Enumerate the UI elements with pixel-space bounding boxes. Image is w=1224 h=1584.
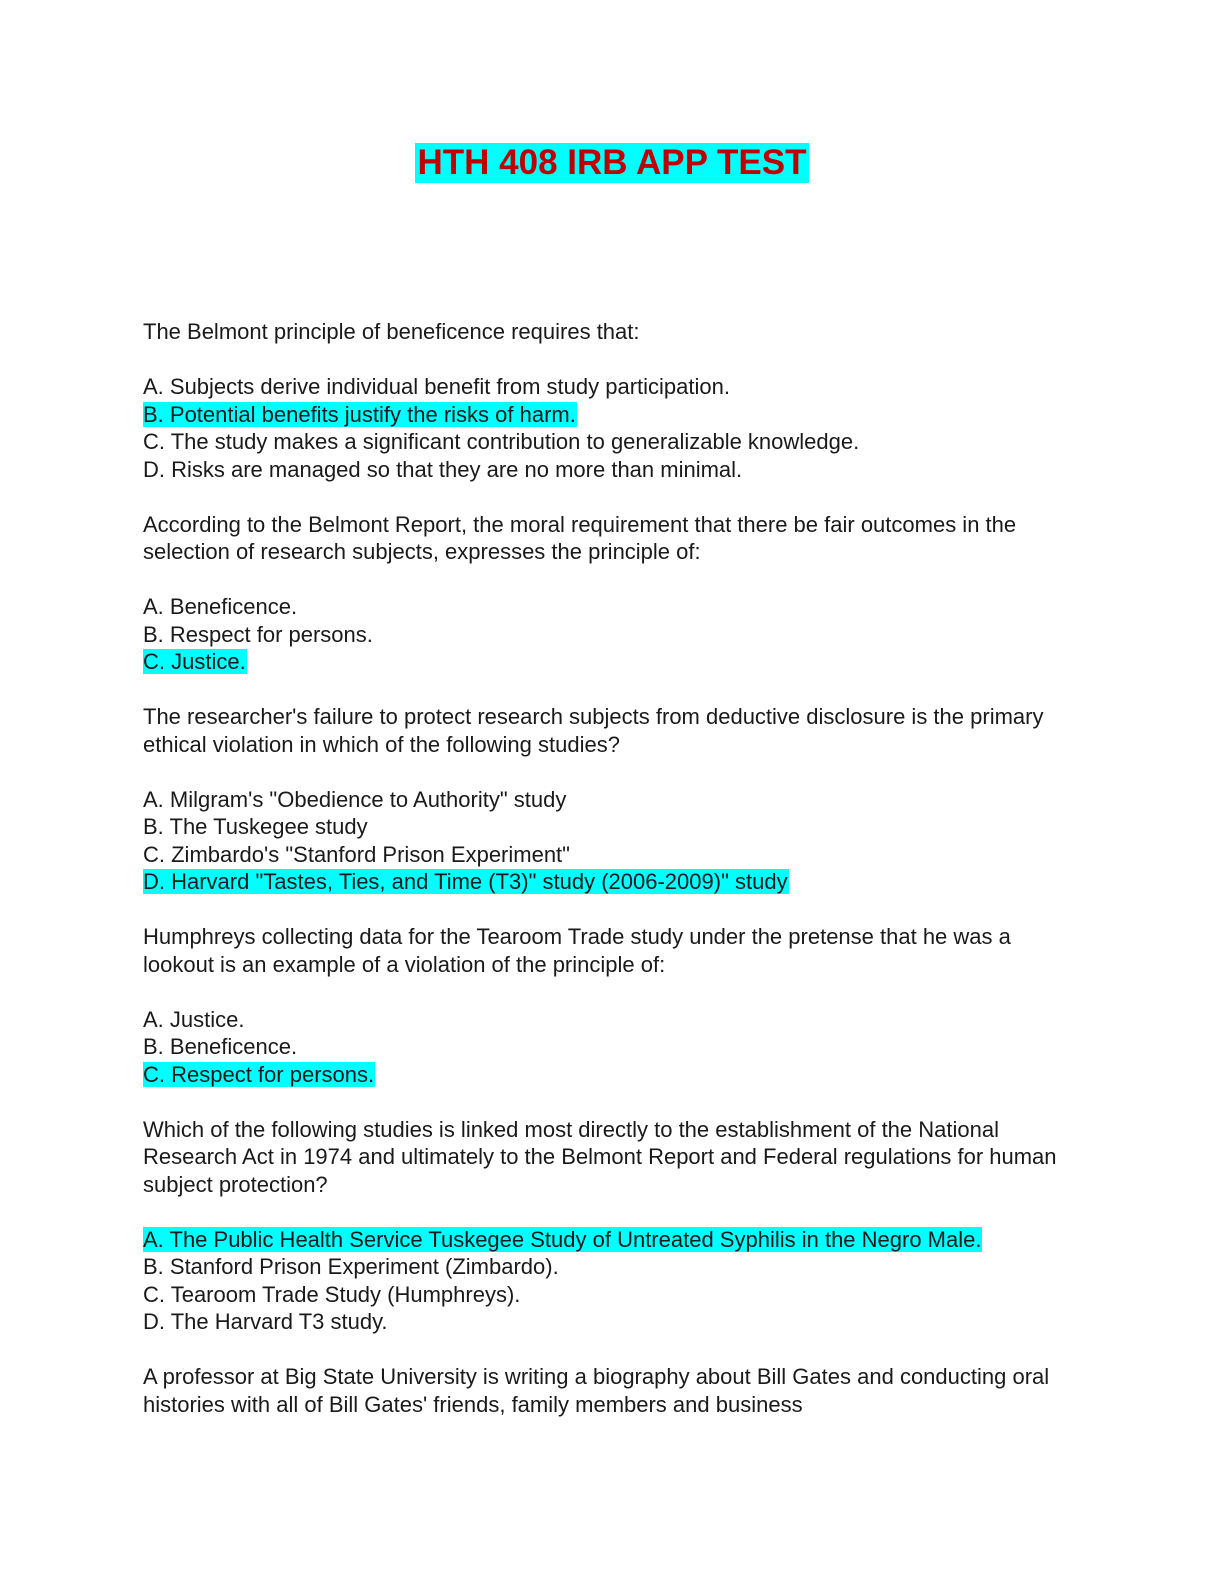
document-title: HTH 408 IRB APP TEST xyxy=(415,143,810,183)
question-text: According to the Belmont Report, the moral requirement that there be fair outcomes in the selection of research subjects, expresses the principle of: xyxy=(143,511,1017,564)
question-list xyxy=(143,318,1083,1418)
answer-options xyxy=(143,1226,1083,1336)
answer-option-text: A. Justice. xyxy=(143,1006,245,1032)
answer-option-text: B. The Tuskegee study xyxy=(143,814,368,839)
answer-option xyxy=(143,841,1083,869)
answer-option xyxy=(143,621,1083,649)
answer-option-text: D. The Harvard T3 study. xyxy=(143,1309,388,1334)
answer-option-text: B. Stanford Prison Experiment (Zimbardo). xyxy=(143,1254,559,1279)
question-text: The researcher's failure to protect research subjects from deductive disclosure is the primary ethical violation in which of the following studies? xyxy=(143,704,1044,757)
answer-options xyxy=(143,786,1083,896)
answer-option xyxy=(143,456,1083,484)
answer-option-text: B. Beneficence. xyxy=(143,1034,298,1059)
answer-option xyxy=(143,786,1083,814)
answer-option xyxy=(143,1033,1083,1061)
question-block xyxy=(143,923,1083,1088)
question-text: The Belmont principle of beneficence requires that: xyxy=(143,319,640,344)
answer-option-correct xyxy=(143,1226,1083,1254)
answer-option-text: A. Subjects derive individual benefit from study participation. xyxy=(143,374,730,399)
question-text: Humphreys collecting data for the Tearoom Trade study under the pretense that he was a lookout is an example of a violation of the principle of: xyxy=(143,924,1011,977)
title-wrapper xyxy=(0,143,1224,183)
answer-option xyxy=(143,593,1083,621)
answer-option-text: A. The Public Health Service Tuskegee Study of Untreated Syphilis in the Negro Male. xyxy=(143,1226,982,1252)
answer-option-text: C. Zimbardo's "Stanford Prison Experiment" xyxy=(143,841,570,867)
answer-option-text: A. Beneficence. xyxy=(143,594,298,619)
answer-option xyxy=(143,1308,1083,1336)
answer-option-text: C. Justice. xyxy=(143,649,246,674)
question-text: A professor at Big State University is writing a biography about Bill Gates and conducting oral histories with all of Bill Gates' friends, family members and business xyxy=(143,1364,1050,1417)
answer-option-correct xyxy=(143,648,1083,676)
question-text: Which of the following studies is linked most directly to the establishment of the National Research Act in 1974 and ultimately to the Belmont Report and Federal regulations for human subject protection? xyxy=(143,1116,1057,1197)
answer-option xyxy=(143,1281,1083,1309)
answer-option-correct xyxy=(143,401,1083,429)
answer-option-text: D. Harvard "Tastes, Ties, and Time (T3)" study (2006-2009)" study xyxy=(143,869,788,894)
answer-option-correct xyxy=(143,868,1083,896)
answer-option xyxy=(143,1006,1083,1034)
answer-option-text: C. Respect for persons. xyxy=(143,1061,375,1087)
answer-option xyxy=(143,373,1083,401)
answer-option-correct xyxy=(143,1061,1083,1089)
answer-options xyxy=(143,593,1083,676)
answer-option xyxy=(143,1253,1083,1281)
answer-option-text: C. The study makes a significant contribution to generalizable knowledge. xyxy=(143,429,860,454)
question-block xyxy=(143,703,1083,896)
answer-option xyxy=(143,428,1083,456)
answer-option-text: C. Tearoom Trade Study (Humphreys). xyxy=(143,1281,521,1307)
question-block xyxy=(143,511,1083,676)
answer-options xyxy=(143,1006,1083,1089)
answer-option-text: B. Respect for persons. xyxy=(143,621,373,647)
question-block xyxy=(143,318,1083,483)
answer-option-text: B. Potential benefits justify the risks of harm. xyxy=(143,401,576,427)
question-block xyxy=(143,1116,1083,1336)
question-block xyxy=(143,1363,1083,1418)
answer-option-text: D. Risks are managed so that they are no more than minimal. xyxy=(143,456,743,482)
answer-option-text: A. Milgram's "Obedience to Authority" study xyxy=(143,786,567,812)
answer-options xyxy=(143,373,1083,483)
answer-option xyxy=(143,813,1083,841)
